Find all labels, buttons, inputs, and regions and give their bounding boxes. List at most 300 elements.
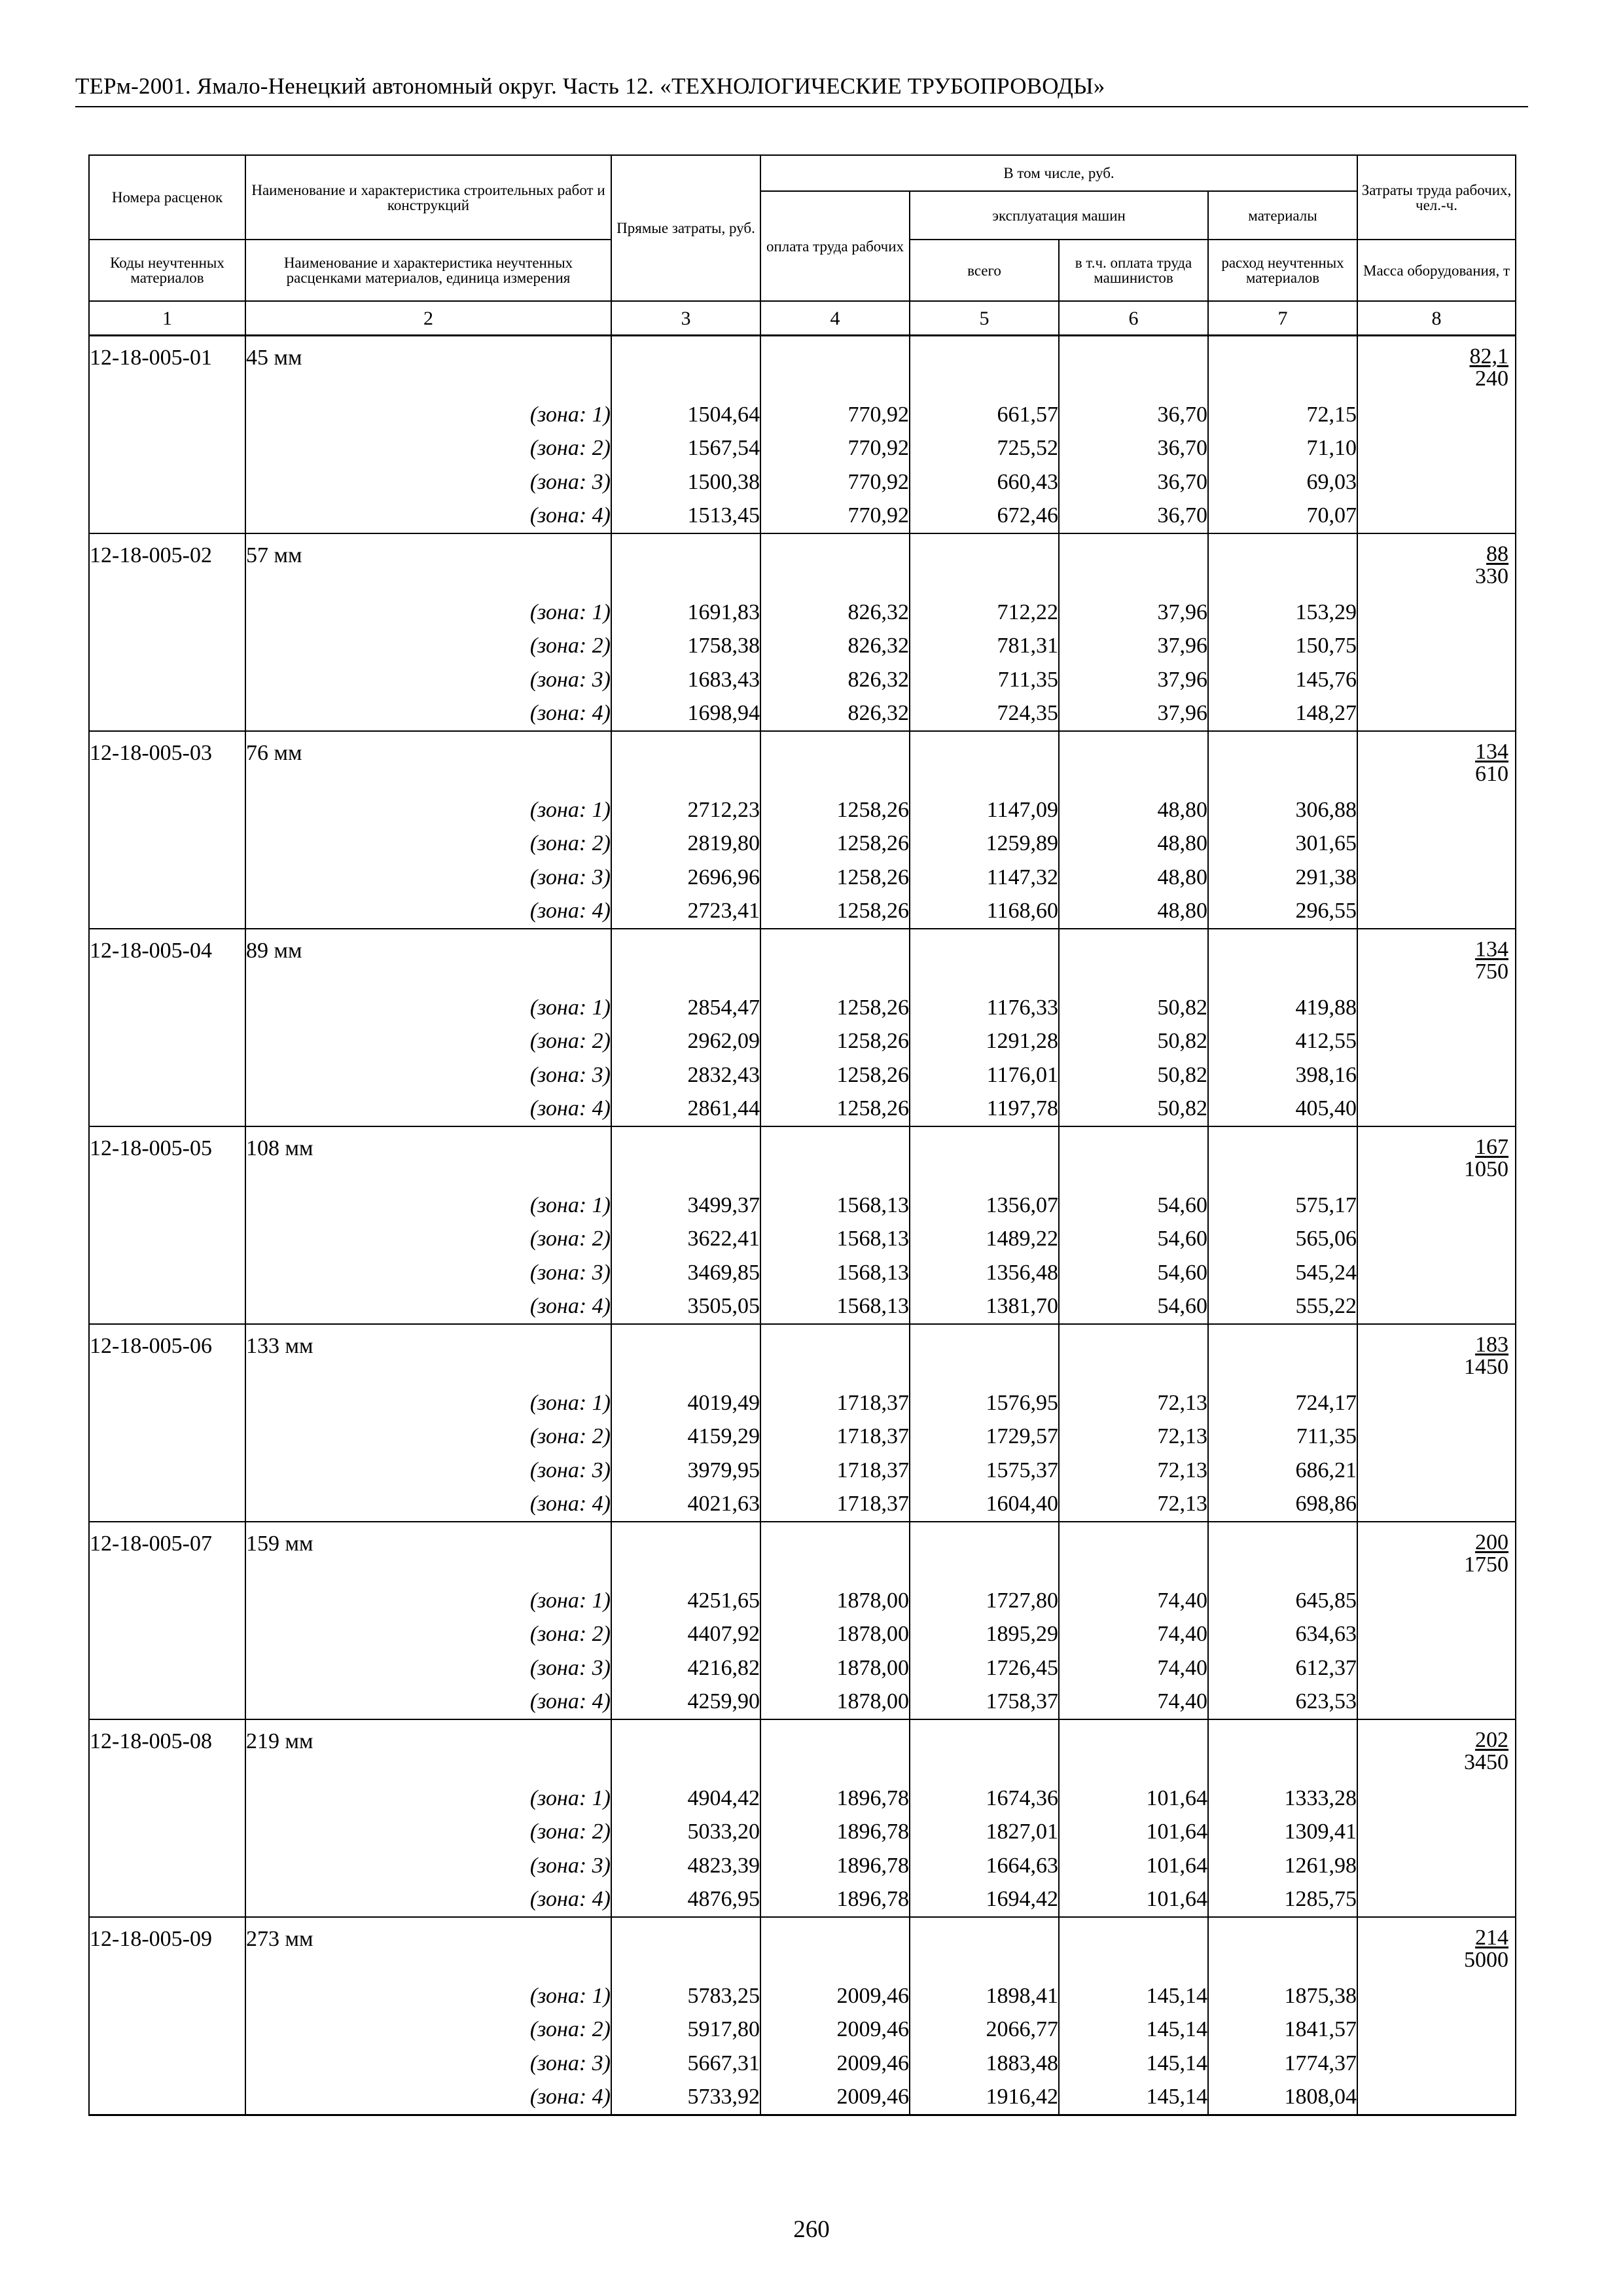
rate-header-row: [89, 1126, 1516, 1189]
pipe-diameter: 219 мм: [245, 1719, 611, 1782]
labor-mass-cell: [1357, 1126, 1516, 1189]
labor-mass-cell: [1357, 336, 1516, 399]
labor-mass-cell: [1357, 1917, 1516, 1979]
zone-row: [89, 2013, 1516, 2047]
worker-pay: 1568,13: [760, 1223, 910, 1257]
operator-pay: 101,64: [1059, 1816, 1208, 1850]
zone-row: [89, 1584, 1516, 1618]
empty-cell: [1357, 630, 1516, 664]
empty-cell: [611, 1522, 760, 1584]
worker-pay: 1718,37: [760, 1386, 910, 1420]
equipment-mass: 610: [1475, 762, 1509, 786]
worker-pay: 1258,26: [760, 991, 910, 1025]
worker-pay: 1258,26: [760, 1058, 910, 1092]
zone-row: [89, 991, 1516, 1025]
machines-total: 1147,32: [910, 861, 1059, 895]
materials-cost: 545,24: [1208, 1256, 1357, 1290]
zone-row: [89, 2047, 1516, 2081]
materials-cost: 555,22: [1208, 1290, 1357, 1325]
zone-row: [89, 663, 1516, 697]
direct-costs: 2712,23: [611, 793, 760, 827]
header-rule: [75, 106, 1528, 107]
worker-pay: 826,32: [760, 596, 910, 630]
labor-hours: 167: [1475, 1135, 1509, 1159]
zone-row: [89, 895, 1516, 929]
materials-cost: 145,76: [1208, 663, 1357, 697]
zone-row: [89, 1651, 1516, 1685]
materials-cost: 623,53: [1208, 1685, 1357, 1720]
worker-pay: 1896,78: [760, 1883, 910, 1918]
empty-cell: [910, 1719, 1059, 1782]
worker-pay: 1878,00: [760, 1685, 910, 1720]
materials-cost: 1774,37: [1208, 2047, 1357, 2081]
empty-cell: [89, 1223, 245, 1257]
empty-cell: [910, 336, 1059, 399]
materials-cost: 72,15: [1208, 398, 1357, 432]
zone-label: (зона: 3): [245, 2047, 611, 2081]
zone-label: (зона: 1): [245, 1189, 611, 1223]
empty-cell: [1357, 1849, 1516, 1883]
header-material-codes: Коды неучтенных материалов: [89, 240, 245, 301]
empty-cell: [1357, 1883, 1516, 1918]
pipe-diameter: 273 мм: [245, 1917, 611, 1979]
rate-code: 12-18-005-04: [89, 929, 245, 991]
rates-table: [88, 154, 1516, 2116]
worker-pay: 770,92: [760, 499, 910, 534]
direct-costs: 4904,42: [611, 1782, 760, 1816]
operator-pay: 101,64: [1059, 1782, 1208, 1816]
machines-total: 660,43: [910, 465, 1059, 499]
labor-mass-cell: [1357, 533, 1516, 596]
machines-total: 1176,01: [910, 1058, 1059, 1092]
zone-label: (зона: 1): [245, 596, 611, 630]
rate-header-row: [89, 731, 1516, 793]
labor-mass-cell: [1357, 731, 1516, 793]
empty-cell: [89, 1883, 245, 1918]
zone-row: [89, 465, 1516, 499]
machines-total: 1356,07: [910, 1189, 1059, 1223]
machines-total: 725,52: [910, 432, 1059, 466]
empty-cell: [1357, 2081, 1516, 2115]
worker-pay: 1896,78: [760, 1782, 910, 1816]
empty-cell: [89, 991, 245, 1025]
operator-pay: 50,82: [1059, 1058, 1208, 1092]
zone-label: (зона: 2): [245, 1025, 611, 1059]
empty-cell: [910, 1917, 1059, 1979]
direct-costs: 4159,29: [611, 1420, 760, 1454]
zone-label: (зона: 4): [245, 1685, 611, 1720]
empty-cell: [1357, 1290, 1516, 1325]
worker-pay: 1878,00: [760, 1651, 910, 1685]
table-header: [89, 155, 1516, 336]
worker-pay: 826,32: [760, 697, 910, 732]
direct-costs: 1758,38: [611, 630, 760, 664]
empty-cell: [1357, 1454, 1516, 1488]
operator-pay: 101,64: [1059, 1883, 1208, 1918]
empty-cell: [89, 827, 245, 861]
direct-costs: 3499,37: [611, 1189, 760, 1223]
header-machines: эксплуатация машин: [910, 191, 1208, 240]
labor-hours: 214: [1475, 1926, 1509, 1950]
operator-pay: 54,60: [1059, 1290, 1208, 1325]
direct-costs: 5783,25: [611, 1979, 760, 2013]
machines-total: 672,46: [910, 499, 1059, 534]
empty-cell: [89, 1025, 245, 1059]
machines-total: 1916,42: [910, 2081, 1059, 2115]
labor-mass-cell: [1357, 1522, 1516, 1584]
empty-cell: [1357, 1223, 1516, 1257]
empty-cell: [611, 1324, 760, 1386]
zone-label: (зона: 3): [245, 663, 611, 697]
empty-cell: [1208, 1126, 1357, 1189]
empty-cell: [1059, 336, 1208, 399]
direct-costs: 3469,85: [611, 1256, 760, 1290]
materials-cost: 724,17: [1208, 1386, 1357, 1420]
machines-total: 1176,33: [910, 991, 1059, 1025]
operator-pay: 54,60: [1059, 1223, 1208, 1257]
rate-code: 12-18-005-07: [89, 1522, 245, 1584]
pipe-diameter: 159 мм: [245, 1522, 611, 1584]
labor-hours: 134: [1475, 740, 1509, 764]
empty-cell: [89, 1782, 245, 1816]
operator-pay: 72,13: [1059, 1420, 1208, 1454]
materials-cost: 1875,38: [1208, 1979, 1357, 2013]
zone-label: (зона: 3): [245, 465, 611, 499]
machines-total: 1197,78: [910, 1092, 1059, 1127]
machines-total: 1674,36: [910, 1782, 1059, 1816]
machines-total: 1694,42: [910, 1883, 1059, 1918]
empty-cell: [1357, 596, 1516, 630]
materials-cost: 1841,57: [1208, 2013, 1357, 2047]
zone-row: [89, 1782, 1516, 1816]
materials-cost: 1261,98: [1208, 1849, 1357, 1883]
operator-pay: 37,96: [1059, 663, 1208, 697]
empty-cell: [1357, 1058, 1516, 1092]
machines-total: 1381,70: [910, 1290, 1059, 1325]
empty-cell: [1357, 1979, 1516, 2013]
empty-cell: [1357, 1782, 1516, 1816]
rate-header-row: [89, 1324, 1516, 1386]
empty-cell: [1208, 1522, 1357, 1584]
zone-row: [89, 630, 1516, 664]
rate-code: 12-18-005-01: [89, 336, 245, 399]
column-number: 3: [611, 301, 760, 336]
empty-cell: [1208, 336, 1357, 399]
materials-cost: 575,17: [1208, 1189, 1357, 1223]
zone-label: (зона: 4): [245, 2081, 611, 2115]
empty-cell: [1059, 1719, 1208, 1782]
zone-row: [89, 1058, 1516, 1092]
empty-cell: [89, 1290, 245, 1325]
operator-pay: 72,13: [1059, 1454, 1208, 1488]
operator-pay: 50,82: [1059, 1025, 1208, 1059]
materials-cost: 70,07: [1208, 499, 1357, 534]
empty-cell: [611, 336, 760, 399]
empty-cell: [89, 1092, 245, 1127]
empty-cell: [760, 1324, 910, 1386]
zone-label: (зона: 4): [245, 1488, 611, 1522]
pipe-diameter: 133 мм: [245, 1324, 611, 1386]
zone-label: (зона: 2): [245, 1223, 611, 1257]
empty-cell: [1357, 1092, 1516, 1127]
worker-pay: 2009,46: [760, 2047, 910, 2081]
direct-costs: 4216,82: [611, 1651, 760, 1685]
direct-costs: 4251,65: [611, 1584, 760, 1618]
direct-costs: 2962,09: [611, 1025, 760, 1059]
zone-row: [89, 1488, 1516, 1522]
labor-mass-fraction: [1475, 543, 1515, 588]
operator-pay: 145,14: [1059, 1979, 1208, 2013]
zone-label: (зона: 3): [245, 1256, 611, 1290]
zone-label: (зона: 2): [245, 1816, 611, 1850]
materials-cost: 398,16: [1208, 1058, 1357, 1092]
machines-total: 1147,09: [910, 793, 1059, 827]
empty-cell: [1357, 1651, 1516, 1685]
zone-row: [89, 1025, 1516, 1059]
empty-cell: [1357, 2013, 1516, 2047]
equipment-mass: 1450: [1464, 1355, 1509, 1379]
materials-cost: 686,21: [1208, 1454, 1357, 1488]
machines-total: 1604,40: [910, 1488, 1059, 1522]
direct-costs: 4407,92: [611, 1618, 760, 1652]
zone-row: [89, 1883, 1516, 1918]
zone-label: (зона: 4): [245, 1290, 611, 1325]
empty-cell: [1208, 1324, 1357, 1386]
empty-cell: [910, 1126, 1059, 1189]
empty-cell: [89, 1816, 245, 1850]
empty-cell: [89, 1386, 245, 1420]
empty-cell: [89, 465, 245, 499]
zone-row: [89, 1816, 1516, 1850]
pipe-diameter: 108 мм: [245, 1126, 611, 1189]
empty-cell: [89, 1058, 245, 1092]
labor-mass-fraction: [1464, 1927, 1515, 1971]
table-body: [89, 336, 1516, 2115]
worker-pay: 1258,26: [760, 1025, 910, 1059]
materials-cost: 565,06: [1208, 1223, 1357, 1257]
running-header: ТЕРм-2001. Ямало-Ненецкий автономный округ. Часть 12. «ТЕХНОЛОГИЧЕСКИЕ ТРУБОПРОВОДЫ»: [75, 73, 1105, 99]
empty-cell: [910, 1324, 1059, 1386]
zone-label: (зона: 1): [245, 1979, 611, 2013]
rate-header-row: [89, 1719, 1516, 1782]
empty-cell: [89, 2081, 245, 2115]
operator-pay: 72,13: [1059, 1386, 1208, 1420]
empty-cell: [89, 1651, 245, 1685]
machines-total: 661,57: [910, 398, 1059, 432]
materials-cost: 306,88: [1208, 793, 1357, 827]
materials-cost: 69,03: [1208, 465, 1357, 499]
empty-cell: [89, 630, 245, 664]
equipment-mass: 1750: [1464, 1552, 1509, 1577]
labor-hours: 134: [1475, 937, 1509, 961]
machines-total: 1168,60: [910, 895, 1059, 929]
empty-cell: [1208, 1719, 1357, 1782]
operator-pay: 54,60: [1059, 1256, 1208, 1290]
column-number: 4: [760, 301, 910, 336]
empty-cell: [1357, 793, 1516, 827]
materials-cost: 634,63: [1208, 1618, 1357, 1652]
machines-total: 724,35: [910, 697, 1059, 732]
labor-hours: 183: [1475, 1333, 1509, 1357]
zone-label: (зона: 2): [245, 2013, 611, 2047]
zone-label: (зона: 1): [245, 398, 611, 432]
equipment-mass: 1050: [1464, 1157, 1509, 1181]
operator-pay: 36,70: [1059, 499, 1208, 534]
direct-costs: 5033,20: [611, 1816, 760, 1850]
zone-row: [89, 793, 1516, 827]
direct-costs: 1698,94: [611, 697, 760, 732]
materials-cost: 412,55: [1208, 1025, 1357, 1059]
worker-pay: 2009,46: [760, 2013, 910, 2047]
worker-pay: 1896,78: [760, 1849, 910, 1883]
machines-total: 1726,45: [910, 1651, 1059, 1685]
operator-pay: 101,64: [1059, 1849, 1208, 1883]
empty-cell: [760, 731, 910, 793]
empty-cell: [1357, 827, 1516, 861]
machines-total: 2066,77: [910, 2013, 1059, 2047]
empty-cell: [1357, 1386, 1516, 1420]
machines-total: 1729,57: [910, 1420, 1059, 1454]
materials-cost: 71,10: [1208, 432, 1357, 466]
operator-pay: 48,80: [1059, 861, 1208, 895]
materials-cost: 291,38: [1208, 861, 1357, 895]
machines-total: 1291,28: [910, 1025, 1059, 1059]
labor-hours: 200: [1475, 1530, 1509, 1554]
empty-cell: [1208, 731, 1357, 793]
empty-cell: [1357, 991, 1516, 1025]
machines-total: 1898,41: [910, 1979, 1059, 2013]
zone-row: [89, 1223, 1516, 1257]
materials-cost: 612,37: [1208, 1651, 1357, 1685]
empty-cell: [1059, 731, 1208, 793]
operator-pay: 37,96: [1059, 630, 1208, 664]
zone-row: [89, 1685, 1516, 1720]
machines-total: 1356,48: [910, 1256, 1059, 1290]
direct-costs: 5917,80: [611, 2013, 760, 2047]
zone-label: (зона: 4): [245, 499, 611, 534]
zone-row: [89, 1256, 1516, 1290]
rate-header-row: [89, 929, 1516, 991]
zone-label: (зона: 3): [245, 861, 611, 895]
header-worker-pay: оплата труда рабочих: [760, 191, 910, 301]
labor-mass-fraction: [1464, 1334, 1515, 1378]
zone-row: [89, 1092, 1516, 1127]
materials-cost: 1285,75: [1208, 1883, 1357, 1918]
labor-hours: 202: [1475, 1728, 1509, 1752]
pipe-diameter: 45 мм: [245, 336, 611, 399]
operator-pay: 74,40: [1059, 1618, 1208, 1652]
materials-cost: 698,86: [1208, 1488, 1357, 1522]
empty-cell: [760, 336, 910, 399]
empty-cell: [1059, 1917, 1208, 1979]
worker-pay: 1718,37: [760, 1454, 910, 1488]
zone-label: (зона: 1): [245, 991, 611, 1025]
machines-total: 1827,01: [910, 1816, 1059, 1850]
empty-cell: [910, 731, 1059, 793]
materials-cost: 419,88: [1208, 991, 1357, 1025]
zone-label: (зона: 3): [245, 1058, 611, 1092]
operator-pay: 74,40: [1059, 1584, 1208, 1618]
empty-cell: [1357, 1025, 1516, 1059]
worker-pay: 1718,37: [760, 1488, 910, 1522]
empty-cell: [89, 1256, 245, 1290]
zone-row: [89, 398, 1516, 432]
rate-header-row: [89, 1522, 1516, 1584]
operator-pay: 74,40: [1059, 1651, 1208, 1685]
worker-pay: 1258,26: [760, 1092, 910, 1127]
empty-cell: [1357, 1685, 1516, 1720]
header-material-name: Наименование и характеристика неучтенных расценками материалов, единица измерения: [245, 240, 611, 301]
direct-costs: 5733,92: [611, 2081, 760, 2115]
empty-cell: [89, 697, 245, 732]
zone-row: [89, 499, 1516, 534]
empty-cell: [1059, 1522, 1208, 1584]
operator-pay: 54,60: [1059, 1189, 1208, 1223]
equipment-mass: 5000: [1464, 1948, 1509, 1972]
empty-cell: [1357, 1584, 1516, 1618]
zone-row: [89, 697, 1516, 732]
empty-cell: [1357, 1618, 1516, 1652]
machines-total: 1575,37: [910, 1454, 1059, 1488]
operator-pay: 37,96: [1059, 596, 1208, 630]
column-number: 8: [1357, 301, 1516, 336]
zone-label: (зона: 4): [245, 895, 611, 929]
labor-mass-fraction: [1464, 1729, 1515, 1774]
machines-total: 711,35: [910, 663, 1059, 697]
column-number: 1: [89, 301, 245, 336]
empty-cell: [89, 1454, 245, 1488]
header-equipment-mass: Масса оборудования, т: [1357, 240, 1516, 301]
labor-mass-fraction: [1475, 939, 1515, 983]
direct-costs: 2832,43: [611, 1058, 760, 1092]
worker-pay: 1568,13: [760, 1189, 910, 1223]
materials-cost: 150,75: [1208, 630, 1357, 664]
worker-pay: 1568,13: [760, 1290, 910, 1325]
empty-cell: [89, 1488, 245, 1522]
machines-total: 1259,89: [910, 827, 1059, 861]
page-number: 260: [793, 2216, 830, 2243]
zone-row: [89, 1454, 1516, 1488]
equipment-mass: 3450: [1464, 1750, 1509, 1774]
worker-pay: 2009,46: [760, 2081, 910, 2115]
operator-pay: 50,82: [1059, 991, 1208, 1025]
rate-code: 12-18-005-02: [89, 533, 245, 596]
empty-cell: [1357, 1420, 1516, 1454]
materials-cost: 1309,41: [1208, 1816, 1357, 1850]
column-number: 2: [245, 301, 611, 336]
empty-cell: [1357, 465, 1516, 499]
empty-cell: [89, 596, 245, 630]
empty-cell: [760, 1917, 910, 1979]
direct-costs: 5667,31: [611, 2047, 760, 2081]
header-operator-pay: в т.ч. оплата труда машинистов: [1059, 240, 1208, 301]
direct-costs: 1500,38: [611, 465, 760, 499]
empty-cell: [611, 1917, 760, 1979]
materials-cost: 405,40: [1208, 1092, 1357, 1127]
zone-label: (зона: 1): [245, 793, 611, 827]
empty-cell: [1059, 929, 1208, 991]
empty-cell: [89, 1584, 245, 1618]
labor-mass-cell: [1357, 1324, 1516, 1386]
materials-cost: 301,65: [1208, 827, 1357, 861]
direct-costs: 3505,05: [611, 1290, 760, 1325]
empty-cell: [1059, 533, 1208, 596]
header-direct-costs: Прямые затраты, руб.: [611, 155, 760, 301]
pipe-diameter: 76 мм: [245, 731, 611, 793]
zone-row: [89, 861, 1516, 895]
empty-cell: [89, 1979, 245, 2013]
empty-cell: [910, 1522, 1059, 1584]
